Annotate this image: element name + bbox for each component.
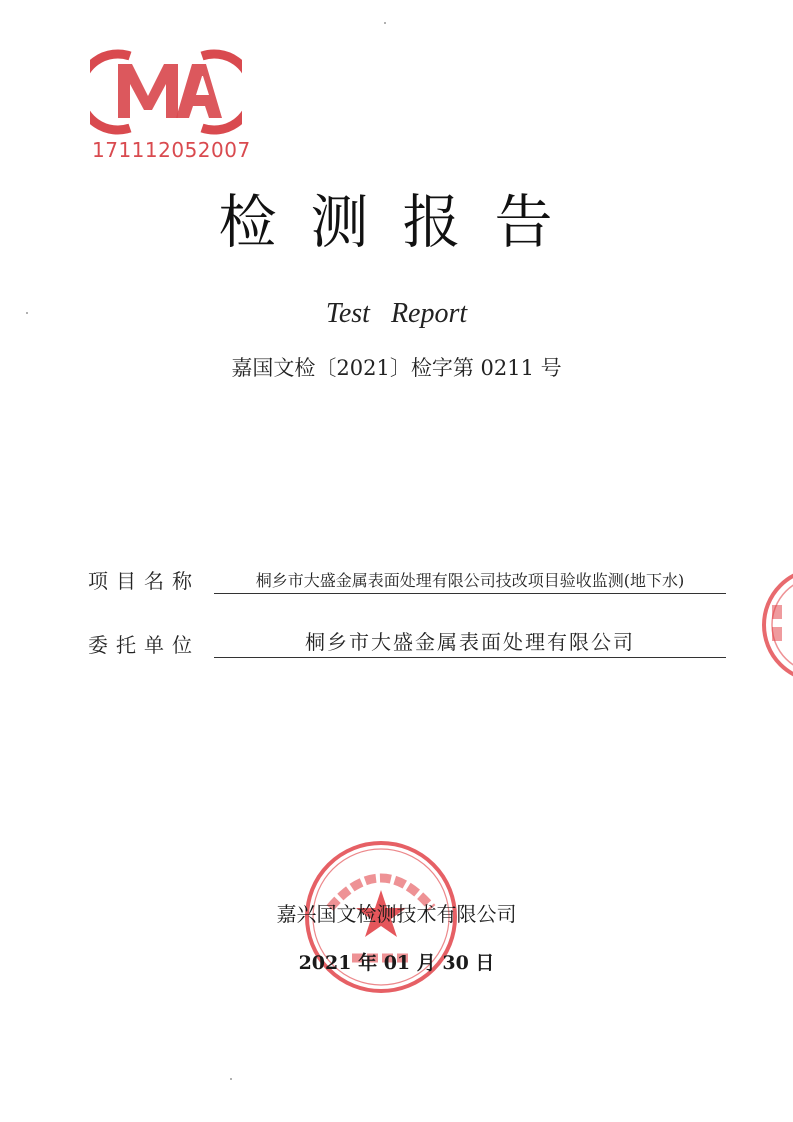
report-title: 检测报告 (218, 188, 587, 256)
edge-seal-stamp-icon (742, 565, 793, 685)
project-name-label: 项目名称 (88, 569, 200, 593)
client-label: 委托单位 (88, 633, 200, 657)
scan-speck (230, 1078, 232, 1080)
project-name-value: 桐乡市大盛金属表面处理有限公司技改项目验收监测(地下水) (214, 568, 726, 594)
scan-speck (26, 312, 28, 314)
client-value: 桐乡市大盛金属表面处理有限公司 (214, 626, 726, 658)
issuer-company: 嘉兴国文检测技术有限公司 (276, 902, 517, 926)
client-row (88, 624, 726, 658)
issue-date: 2021 年 01 月 30 日 (298, 952, 495, 974)
project-name-row (88, 560, 726, 594)
report-subtitle: Test Report (325, 298, 468, 329)
report-number: 嘉国文检〔2021〕检字第 0211 号 (231, 356, 562, 380)
cma-logo-icon (90, 48, 242, 136)
cma-certificate-number: 171112052007 (92, 138, 251, 162)
scan-speck (384, 22, 386, 24)
